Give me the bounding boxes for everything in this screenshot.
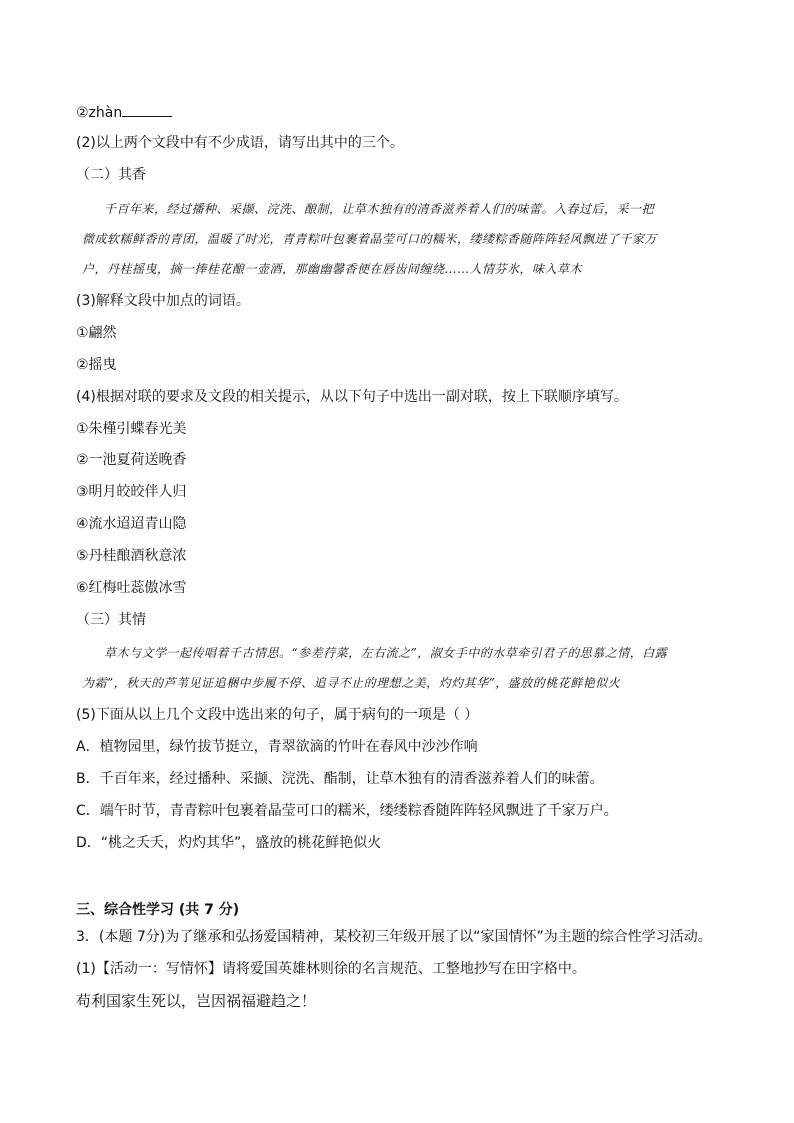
q1-item-2 (76, 102, 172, 123)
choice-option-b[interactable]: B．千百年来，经过播种、采撷、浣洗、酯制，让草木独有的清香滋养着人们的味蕾。 (76, 771, 604, 787)
section-2-passage-line: 千百年来，经过播种、采撷、浣洗、酿制，让草木独有的清香滋养着人们的味蕾。入春过后，采一把 (104, 202, 655, 216)
answer-blank[interactable] (122, 102, 172, 117)
couplet-option: ⑥红梅吐蕊傲冰雪 (76, 580, 187, 596)
couplet-option: ④流水迢迢青山隐 (76, 516, 187, 532)
question-4: (4)根据对联的要求及文段的相关提示，从以下句子中选出一副对联，按上下联顺序填写。 (76, 389, 628, 405)
choice-option-c[interactable]: C．端午时节，青青粽叶包裹着晶莹可口的糯米，缕缕粽香随阵阵轻风飘进了千家万户。 (76, 803, 618, 819)
section-3-title: （三）其情 (76, 612, 146, 628)
question-3: (3)解释文段中加点的词语。 (76, 293, 250, 309)
section-2-title: （二）其香 (76, 167, 146, 183)
section-3-passage-line: 为霜”，秋天的芦苇见证追梱中步履不停、追寻不止的理想之美，灼灼其华”，盛放的桃花鲜艳似火 (82, 676, 621, 690)
couplet-option: ⑤丹桂酿酒秋意浓 (76, 548, 187, 564)
question-3-item: ②摇曳 (76, 357, 117, 373)
patriotic-quote: 苟利国家生死以，岂因祸福避趋之！ (76, 992, 317, 1010)
question-3-main: 3．(本题 7分)为了继承和弘扬爱国精神，某校初三年级开展了以“家国情怀”为主题的综合性学习活动。 (76, 929, 712, 945)
section-2-passage-line: 微成软糯鲜香的青团，温暖了时光，青青粽叶包裹着晶莹可口的糯米，缕缕粽香随阵阵轻风飘进了千家万 (82, 232, 658, 246)
couplet-option: ③明月皎皎伴人归 (76, 484, 187, 500)
choice-option-a[interactable]: A．植物园里，绿竹拔节挺立，青翠欲滴的竹叶在春风中沙沙作响 (76, 739, 478, 755)
section-3-passage-line: 草木与文学一起传唱着千古情思。“参差荇菜，左右流之”，淑女手中的水草牵引君子的思慕之情，白露 (104, 646, 668, 660)
question-2: (2)以上两个文段中有不少成语，请写出其中的三个。 (76, 135, 404, 151)
question-5: (5)下面从以上几个文段中选出来的句子，属于病句的一项是（ ） (76, 707, 479, 723)
couplet-option: ①朱槿引蝶春光美 (76, 421, 187, 437)
activity-1-instruction: (1)【活动一：写情怀】请将爱国英雄林则徐的名言规范、工整地抄写在田字格中。 (76, 961, 586, 977)
q1-item-2-label: ②zhàn (76, 105, 123, 121)
couplet-option: ②一池夏荷送晚香 (76, 452, 187, 468)
question-3-item: ①翩然 (76, 325, 117, 341)
section-2-passage-line: 户，丹桂摇曳，摘一捧桂花酿一壶酒，那幽幽馨香便在唇齿间缠绕……人情芬氷，味入草木 (82, 262, 583, 276)
choice-option-d[interactable]: D．“桃之夭夭，灼灼其华”，盛放的桃花鲜艳似火 (76, 835, 382, 851)
part-3-heading: 三、综合性学习 (共 7 分) (76, 902, 240, 918)
